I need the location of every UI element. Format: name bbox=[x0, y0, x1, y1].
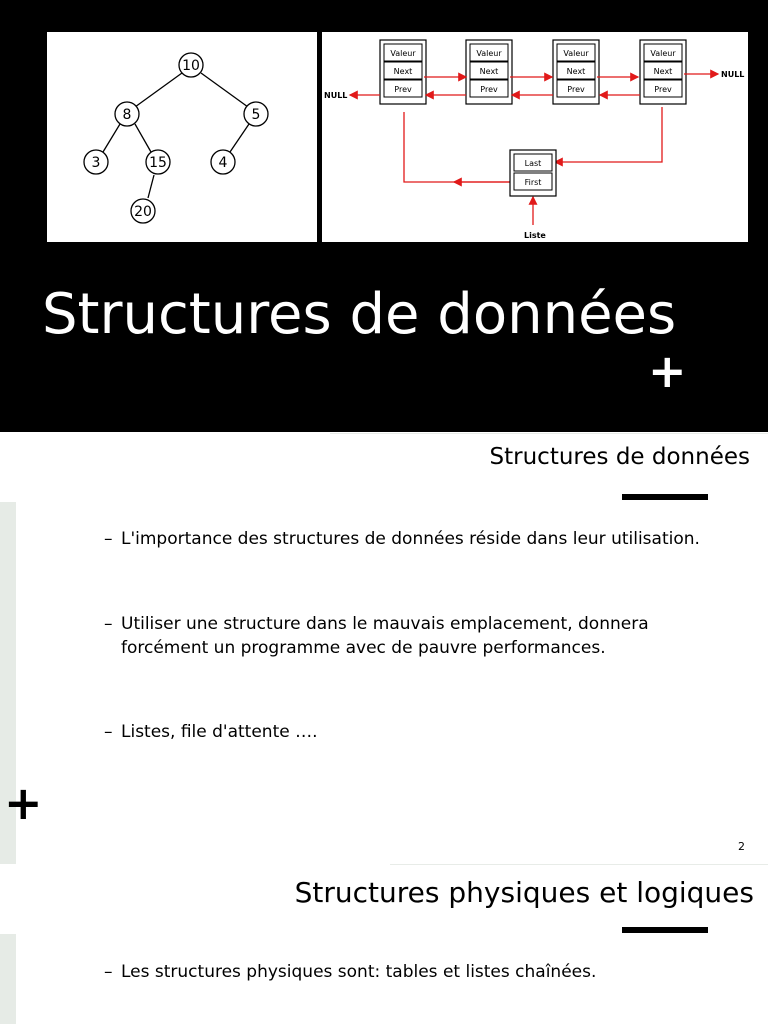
tree-edge bbox=[230, 124, 249, 152]
bullet-item bbox=[104, 960, 704, 984]
tree-edge bbox=[135, 124, 151, 152]
tree-node-label: 20 bbox=[134, 204, 152, 220]
list-node-field-label: Prev bbox=[394, 85, 412, 94]
bullet-text: Les structures physiques sont: tables et listes chaînées. bbox=[121, 962, 597, 982]
list-node-field-label: Valeur bbox=[650, 49, 676, 58]
bullet-dash: – bbox=[104, 722, 113, 742]
list-node-field-label: Valeur bbox=[563, 49, 589, 58]
side-accent-bar bbox=[0, 934, 16, 1024]
title-underline bbox=[622, 927, 708, 933]
null-right-label: NULL bbox=[721, 70, 745, 79]
bullet-item bbox=[104, 527, 704, 551]
list-head-field-label: First bbox=[524, 178, 542, 187]
list-node-field-label: Next bbox=[653, 67, 673, 76]
slide-divider bbox=[330, 433, 768, 434]
slide-3-title: Structures physiques et logiques bbox=[294, 876, 754, 909]
slide-divider bbox=[390, 864, 768, 865]
bullet-text: L'importance des structures de données réside dans leur utilisation. bbox=[121, 529, 700, 549]
title-slide bbox=[0, 0, 768, 432]
tree-edge bbox=[148, 175, 154, 198]
first-pointer-line bbox=[404, 112, 512, 182]
bullet-dash: – bbox=[104, 529, 113, 549]
tree-node-label: 8 bbox=[122, 107, 132, 123]
doubly-linked-list-diagram bbox=[322, 32, 748, 242]
linked-list-svg bbox=[322, 32, 748, 242]
bullet-item bbox=[104, 720, 704, 744]
plus-icon: + bbox=[648, 344, 687, 398]
plus-icon: + bbox=[4, 776, 43, 830]
list-node-field-label: Prev bbox=[567, 85, 585, 94]
list-node-field-label: Next bbox=[566, 67, 586, 76]
tree-node-label: 5 bbox=[251, 107, 261, 123]
bullet-dash: – bbox=[104, 614, 113, 634]
binary-tree-svg bbox=[47, 32, 317, 242]
list-node-field-label: Valeur bbox=[476, 49, 502, 58]
list-node-field-label: Prev bbox=[654, 85, 672, 94]
bullet-text: Listes, file d'attente …. bbox=[121, 722, 318, 742]
list-node-field-label: Next bbox=[393, 67, 413, 76]
list-node-field-label: Next bbox=[479, 67, 499, 76]
bullet-dash: – bbox=[104, 962, 113, 982]
title-underline bbox=[622, 494, 708, 500]
bullet-item bbox=[104, 612, 704, 660]
slide-2-title: Structures de données bbox=[489, 444, 750, 470]
title-slide-heading: Structures de données bbox=[42, 282, 677, 347]
null-left-label: NULL bbox=[324, 91, 348, 100]
binary-tree-diagram bbox=[47, 32, 317, 242]
tree-node-label: 10 bbox=[182, 58, 200, 74]
list-node-field-label: Valeur bbox=[390, 49, 416, 58]
tree-edge bbox=[201, 73, 248, 107]
list-head-field-label: Last bbox=[524, 159, 542, 168]
page-number: 2 bbox=[738, 840, 745, 853]
list-node-field-label: Prev bbox=[480, 85, 498, 94]
tree-node-label: 15 bbox=[149, 155, 167, 171]
last-pointer-arrow bbox=[555, 107, 662, 162]
tree-edge bbox=[103, 124, 120, 152]
tree-node-label: 4 bbox=[218, 155, 228, 171]
bullet-text: Utiliser une structure dans le mauvais emplacement, donnera forcément un programme avec de pauvre performances. bbox=[121, 614, 649, 658]
list-label: Liste bbox=[524, 231, 546, 240]
tree-node-label: 3 bbox=[91, 155, 101, 171]
tree-edge bbox=[135, 73, 182, 107]
